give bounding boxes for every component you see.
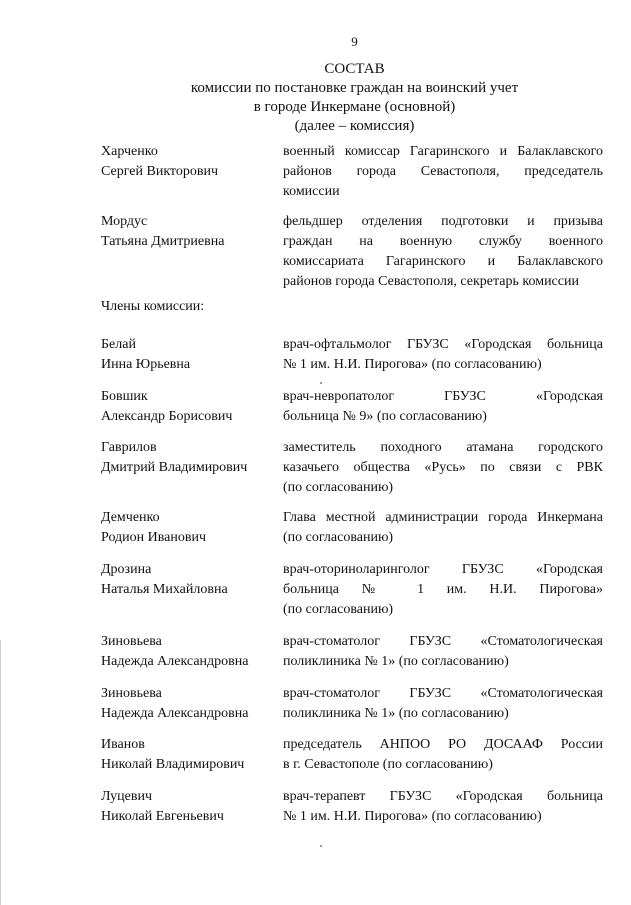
page-number: 9 <box>351 34 358 49</box>
member-given-names: Родион Иванович <box>101 530 207 545</box>
heading-line: комиссии по постановке граждан на воинский учет <box>190 80 519 96</box>
member-role-line: больница № 1 им. Н.И. Пирогова» <box>283 582 603 597</box>
member-role <box>283 438 603 498</box>
member-name <box>101 632 276 672</box>
member-given-names: Надежда Александровна <box>101 654 249 669</box>
member-role-line: врач-терапевт ГБУЗС «Городская больница <box>283 789 603 804</box>
member-name <box>101 387 276 427</box>
member-role <box>283 142 603 202</box>
scan-speck <box>320 845 322 847</box>
member-role-line: врач-офтальмолог ГБУЗС «Городская больница <box>283 337 603 352</box>
member-role-line: в г. Севастополе (по согласованию) <box>283 757 493 772</box>
member-role-line: врач-стоматолог ГБУЗС «Стоматологическая <box>283 686 603 701</box>
member-role <box>283 560 603 620</box>
member-role-line: поликлиника № 1» (по согласованию) <box>283 706 509 721</box>
member-role-line: фельдшер отделения подготовки и призыва <box>283 214 603 229</box>
member-given-names: Николай Евгеньевич <box>101 809 224 824</box>
member-role-line: комиссии <box>283 184 340 199</box>
member-name <box>101 438 276 478</box>
heading-title: СОСТАВ <box>324 61 385 77</box>
member-role-line: казачьего общества «Русь» по связи с РВК <box>283 460 603 475</box>
member-role-line: врач-оториноларинголог ГБУЗС «Городская <box>283 562 603 577</box>
member-given-names: Сергей Викторович <box>101 164 219 179</box>
member-role-line: районов города Севастополя, секретарь комиссии <box>283 274 579 289</box>
member-surname: Белай <box>101 337 136 352</box>
member-role-line: районов города Севастополя, председатель <box>283 164 603 179</box>
member-name <box>101 508 276 548</box>
member-surname: Иванов <box>101 737 145 752</box>
member-role-line: комиссариата Гагаринского и Балаклавского <box>283 254 603 269</box>
member-role <box>283 632 603 672</box>
member-role-line: больница № 9» (по согласованию) <box>283 409 487 424</box>
member-given-names: Николай Владимирович <box>101 757 245 772</box>
member-role-line: военный комиссар Гагаринского и Балаклавского <box>283 144 603 159</box>
member-surname: Луцевич <box>101 789 152 804</box>
member-role-line: № 1 им. Н.И. Пирогова» (по согласованию) <box>283 809 542 824</box>
member-surname: Мордус <box>101 214 148 229</box>
member-role-line: председатель АНПОО РО ДОСААФ России <box>283 737 603 752</box>
member-role <box>283 787 603 827</box>
members-label: Члены комиссии: <box>101 299 205 314</box>
member-role-line: заместитель походного атамана городского <box>283 440 603 455</box>
member-name <box>101 560 276 600</box>
heading-line: в городе Инкермане (основной) <box>253 99 456 115</box>
scan-edge-line <box>0 640 1 905</box>
member-given-names: Дмитрий Владимирович <box>101 460 248 475</box>
heading-line: (далее – комиссия) <box>294 118 415 134</box>
document-heading <box>0 60 631 136</box>
member-surname: Бовшик <box>101 389 148 404</box>
member-role <box>283 212 603 292</box>
member-role-line: (по согласованию) <box>283 480 394 495</box>
member-given-names: Наталья Михайловна <box>101 582 228 597</box>
member-name <box>101 212 276 252</box>
member-name <box>101 735 276 775</box>
member-surname: Гаврилов <box>101 440 157 455</box>
member-role-line: Глава местной администрации города Инкермана <box>283 510 603 525</box>
member-given-names: Инна Юрьевна <box>101 357 191 372</box>
member-role <box>283 335 603 375</box>
member-role-line: № 1 им. Н.И. Пирогова» (по согласованию) <box>283 357 542 372</box>
member-surname: Харченко <box>101 144 158 159</box>
member-name <box>101 684 276 724</box>
member-role-line: граждан на военную службу военного <box>283 234 603 249</box>
member-role-line: (по согласованию) <box>283 602 394 617</box>
member-surname: Зиновьева <box>101 686 162 701</box>
member-role <box>283 508 603 548</box>
member-role-line: (по согласованию) <box>283 530 394 545</box>
member-given-names: Александр Борисович <box>101 409 233 424</box>
member-surname: Дрозина <box>101 562 152 577</box>
member-surname: Демченко <box>101 510 160 525</box>
member-given-names: Надежда Александровна <box>101 706 249 721</box>
member-role-line: врач-стоматолог ГБУЗС «Стоматологическая <box>283 634 603 649</box>
member-given-names: Татьяна Дмитриевна <box>101 234 225 249</box>
member-role-line: поликлиника № 1» (по согласованию) <box>283 654 509 669</box>
member-role <box>283 735 603 775</box>
member-name <box>101 335 276 375</box>
member-name <box>101 142 276 182</box>
member-role-line: врач-невропатолог ГБУЗС «Городская <box>283 389 603 404</box>
member-name <box>101 787 276 827</box>
scan-speck <box>320 382 322 384</box>
member-role <box>283 684 603 724</box>
member-role <box>283 387 603 427</box>
member-surname: Зиновьева <box>101 634 162 649</box>
